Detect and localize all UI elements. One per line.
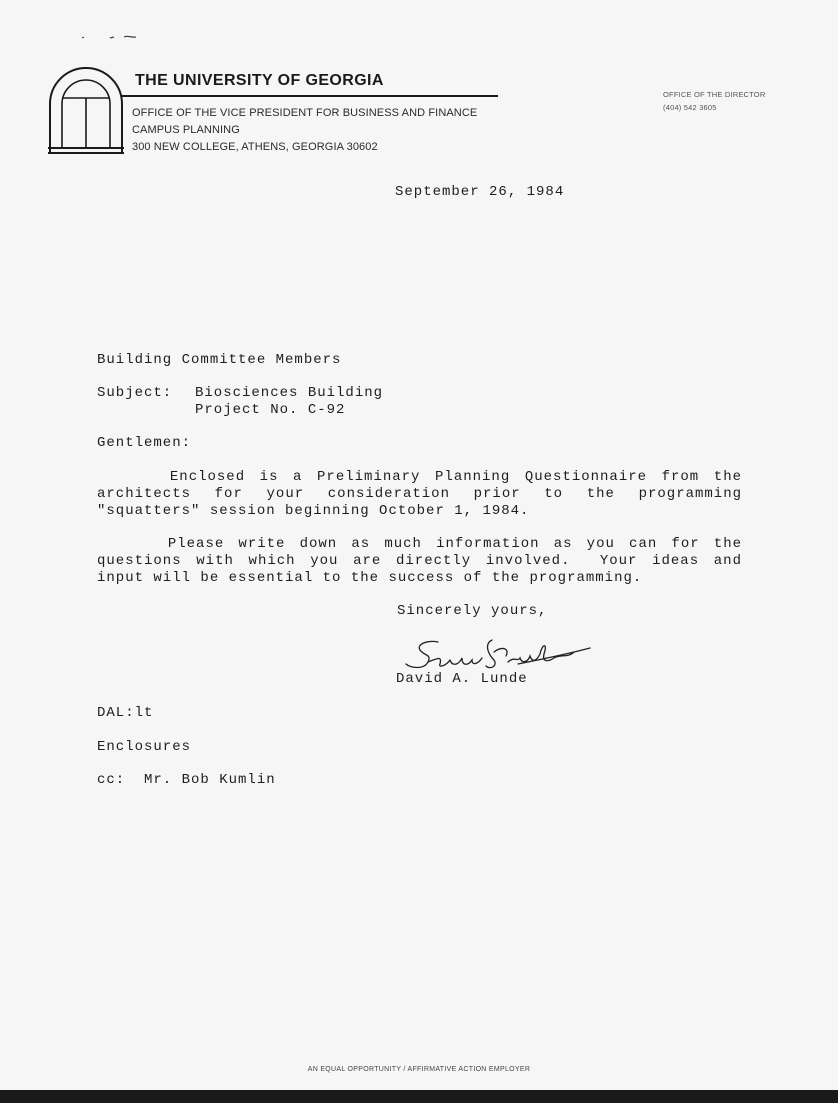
paragraph-2-line: questions with which you are directly involved. Your ideas and <box>97 553 742 569</box>
footer-text: AN EQUAL OPPORTUNITY / AFFIRMATIVE ACTION EMPLOYER <box>307 1066 531 1073</box>
paragraph-1-line: architects for your consideration prior to the programming <box>97 486 742 502</box>
salutation: Gentlemen: <box>97 435 192 451</box>
director-title: OFFICE OF THE DIRECTOR <box>663 90 766 99</box>
paragraph-2-line: input will be essential to the success of the programming. <box>97 570 643 586</box>
recipient: Building Committee Members <box>97 352 342 368</box>
typist-initials: DAL:lt <box>97 705 154 721</box>
paragraph-2 <box>97 536 742 587</box>
letter-date: September 26, 1984 <box>395 184 565 200</box>
paragraph-1-line: "squatters" session beginning October 1, 1984. <box>97 503 530 519</box>
scan-mark <box>80 34 140 40</box>
letterhead-rule <box>122 95 498 97</box>
subject-line-2: Project No. C-92 <box>195 402 346 418</box>
subject-label: Subject: <box>97 385 173 401</box>
office-name: OFFICE OF THE VICE PRESIDENT FOR BUSINESS AND FINANCE <box>132 107 478 119</box>
university-name: THE UNIVERSITY OF GEORGIA <box>135 72 384 89</box>
paragraph-2-line: Please write down as much information as you can for the <box>97 536 742 552</box>
enclosures-note: Enclosures <box>97 739 192 755</box>
university-arch-logo <box>48 64 124 156</box>
department-name: CAMPUS PLANNING <box>132 124 240 136</box>
signer-name: David A. Lunde <box>396 671 528 687</box>
scan-edge <box>0 1090 838 1103</box>
office-address: 300 NEW COLLEGE, ATHENS, GEORGIA 30602 <box>132 141 378 153</box>
closing: Sincerely yours, <box>397 603 548 619</box>
subject-line-1: Biosciences Building <box>195 385 384 401</box>
paragraph-1-line: Enclosed is a Preliminary Planning Questionnaire from the <box>97 469 742 485</box>
director-phone: (404) 542 3605 <box>663 103 717 112</box>
paragraph-1 <box>97 469 742 520</box>
cc-line: cc: Mr. Bob Kumlin <box>97 772 276 788</box>
